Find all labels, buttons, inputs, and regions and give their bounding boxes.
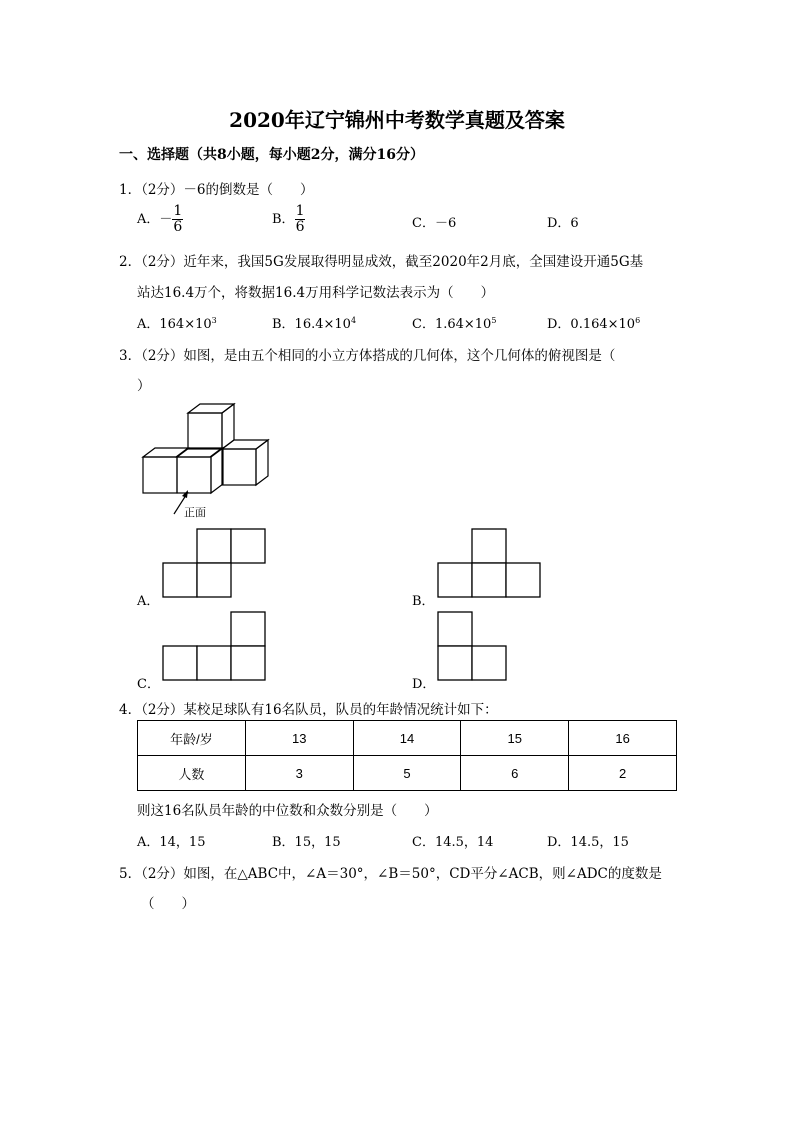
question-5-line-2: （ ）: [141, 896, 195, 912]
question-3-line-1: 3．（2分）如图，是由五个相同的小立方体搭成的几何体，这个几何体的俯视图是（: [119, 348, 616, 364]
question-3-option-d-figure: [438, 611, 542, 681]
option-a-label: A．－: [137, 212, 173, 227]
denominator: 6: [295, 219, 305, 235]
cube-top: [188, 404, 234, 449]
question-3-line-2: ）: [137, 378, 151, 394]
table-cell: 2: [569, 756, 677, 791]
table-cell: 年龄/岁: [138, 721, 246, 756]
question-2-option-c: [412, 313, 496, 332]
age-table: [137, 720, 677, 791]
option-text: B．16.4×10: [272, 317, 351, 332]
question-3-option-c-label: C．: [137, 677, 160, 692]
question-1-option-a: [137, 204, 183, 235]
question-4-stem: 4．（2分）某校足球队有16名队员，队员的年龄情况统计如下：: [119, 702, 498, 718]
question-3-option-c-figure: [163, 611, 267, 681]
option-text: C．1.64×10: [412, 317, 492, 332]
question-4-question: 则这16名队员年龄的中位数和众数分别是（ ）: [137, 803, 438, 819]
question-4-option-d: D．14.5，15: [547, 835, 629, 850]
fraction: [172, 204, 183, 235]
question-1-option-d: D．6: [547, 216, 579, 231]
denominator: 6: [173, 219, 183, 235]
question-2-option-d: [547, 313, 640, 332]
cube-solid-figure: [130, 400, 290, 520]
exponent: 5: [491, 316, 497, 325]
question-2-option-a: [137, 313, 217, 332]
question-3-option-b-label: B．: [412, 594, 435, 609]
question-1-option-c: C．－6: [412, 216, 457, 231]
table-cell: 3: [245, 756, 353, 791]
table-row: [138, 756, 677, 791]
table-cell: 16: [569, 721, 677, 756]
table-cell: 5: [353, 756, 461, 791]
question-4-option-b: B．15，15: [272, 835, 341, 850]
cube-front-left: [143, 448, 188, 493]
question-1-stem: 1．（2分）－6的倒数是（ ）: [119, 182, 314, 198]
question-3-option-d-label: D．: [412, 677, 436, 692]
table-cell: 14: [353, 721, 461, 756]
question-2-option-b: [272, 313, 356, 332]
table-cell: 15: [461, 721, 569, 756]
table-cell: 人数: [138, 756, 246, 791]
exponent: 3: [211, 316, 217, 325]
cube-front-middle: [177, 448, 223, 493]
question-3-option-b-figure: [438, 528, 542, 598]
table-cell: 13: [245, 721, 353, 756]
table-row: [138, 721, 677, 756]
question-4-option-c: C．14.5，14: [412, 835, 494, 850]
question-1-option-b: [272, 204, 305, 235]
question-3-option-a-label: A．: [137, 594, 160, 609]
question-4-option-a: A．14，15: [137, 835, 206, 850]
numerator: 1: [173, 203, 183, 219]
numerator: 1: [295, 203, 305, 219]
page-title: 2020年辽宁锦州中考数学真题及答案: [229, 108, 565, 132]
option-b-label: B．: [272, 212, 295, 227]
exponent: 4: [350, 316, 357, 325]
exponent: 6: [635, 316, 641, 325]
fraction: [295, 204, 306, 235]
question-2-line-1: 2．（2分）近年来，我国5G发展取得明显成效，截至2020年2月底，全国建设开通5G基: [119, 254, 644, 270]
question-2-line-2: 站达16.4万个，将数据16.4万用科学记数法表示为（ ）: [137, 285, 495, 301]
option-text: A．164×10: [137, 317, 212, 332]
question-5-line-1: 5．（2分）如图，在△ABC中，∠A＝30°，∠B＝50°，CD平分∠ACB，则∠ADC的度数是: [119, 866, 662, 882]
table-cell: 6: [461, 756, 569, 791]
question-3-option-a-figure: [163, 528, 267, 598]
option-text: D．0.164×10: [547, 317, 636, 332]
front-label: 正面: [184, 506, 206, 519]
section-heading: 一、选择题（共8小题，每小题2分，满分16分）: [119, 147, 424, 163]
cube-right: [222, 440, 268, 485]
